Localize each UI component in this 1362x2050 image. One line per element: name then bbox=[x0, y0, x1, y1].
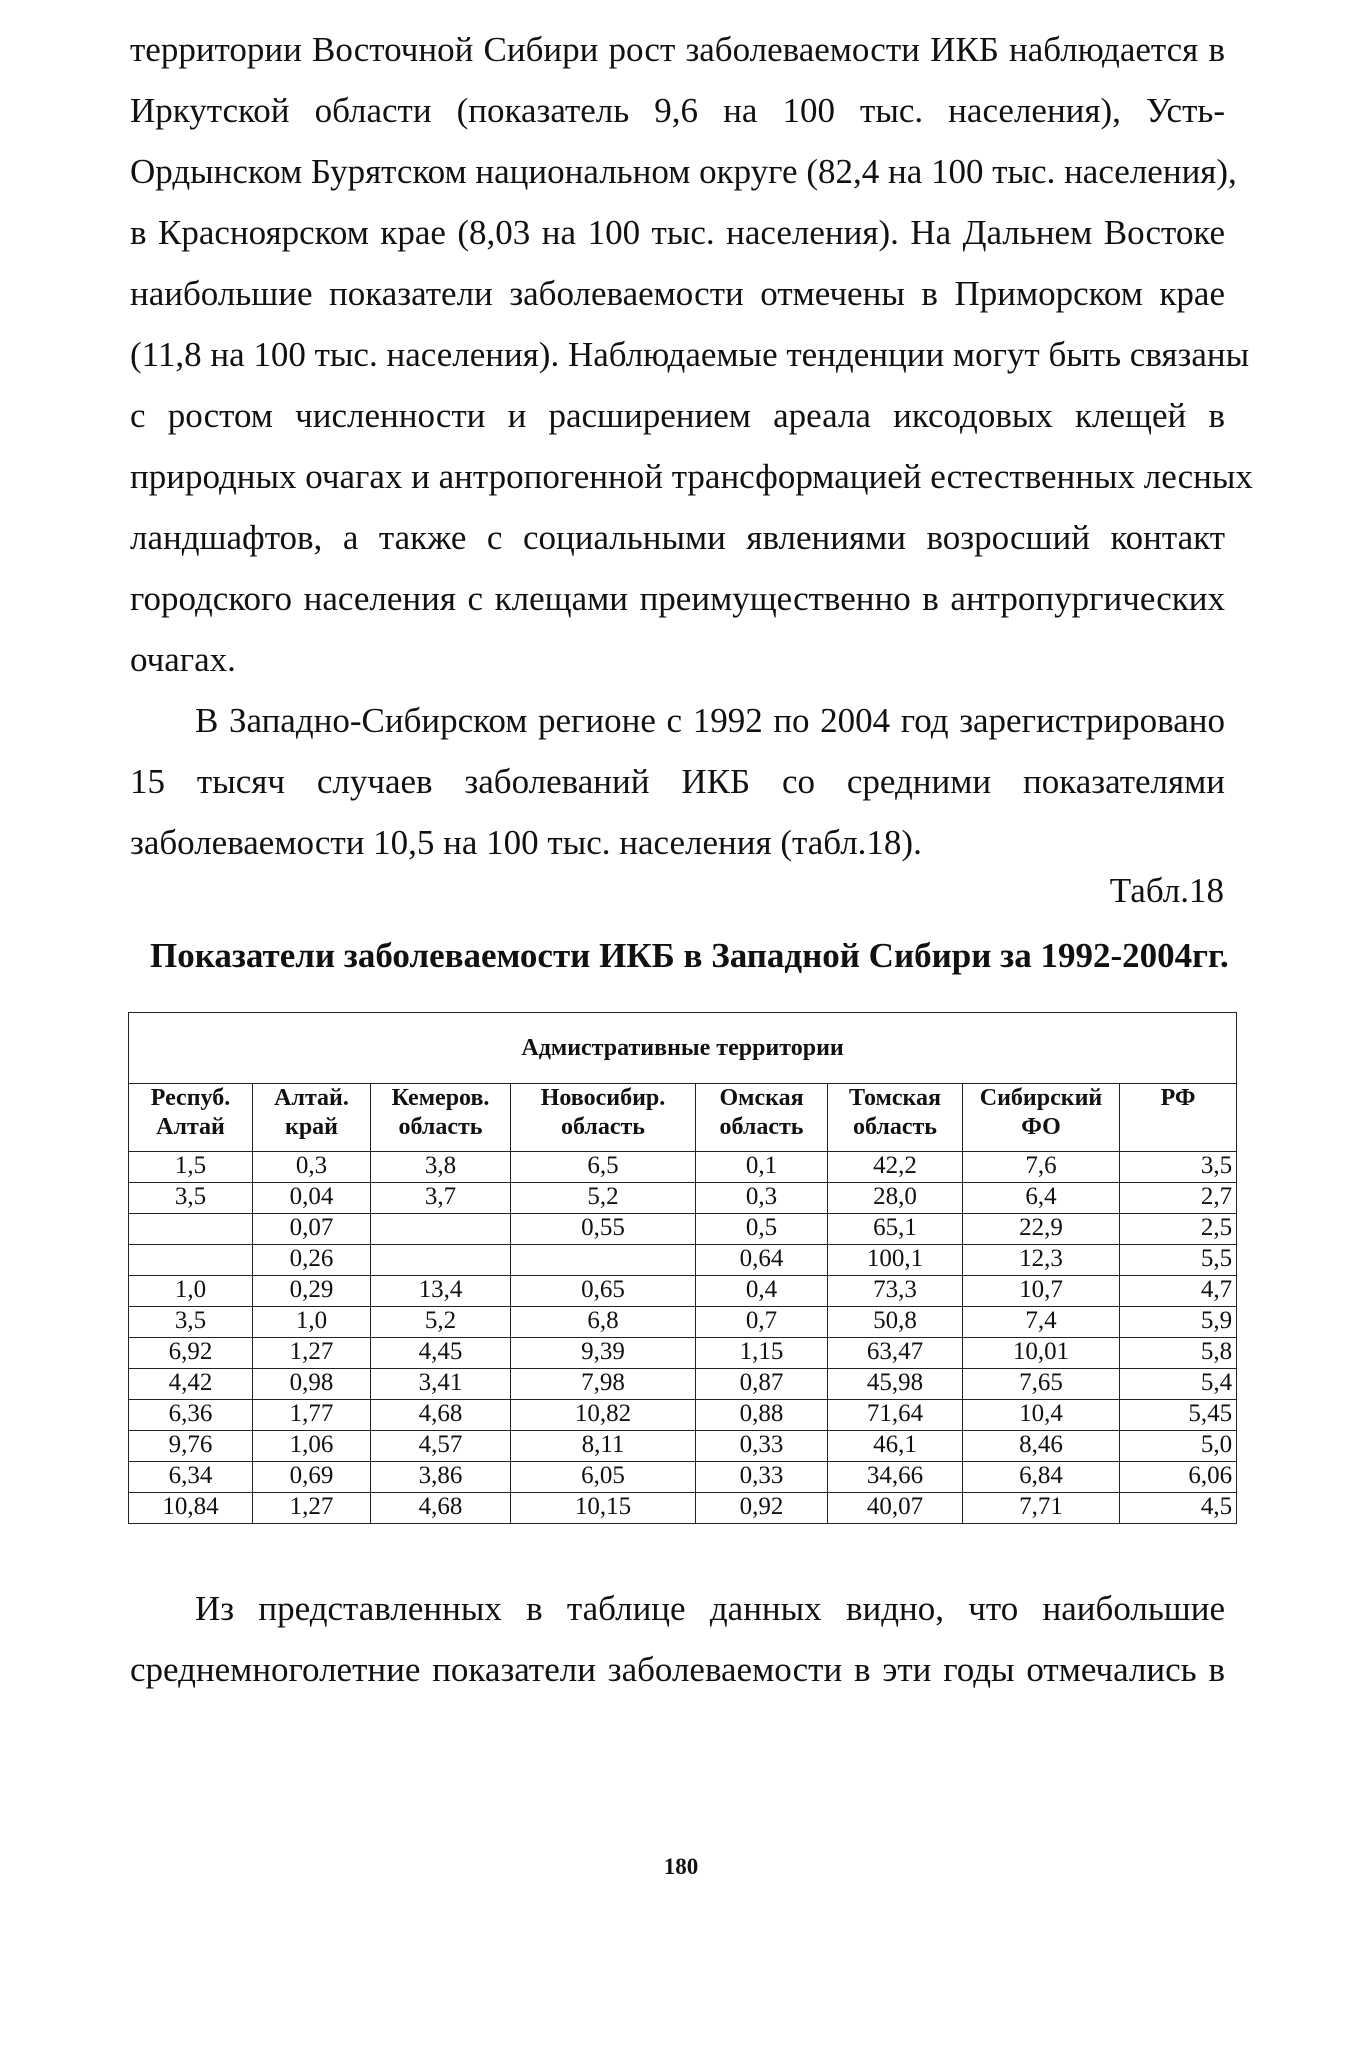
table-cell: 10,15 bbox=[511, 1493, 696, 1524]
text-line: заболеваемости 10,5 на 100 тыс. населения (табл.18). bbox=[130, 823, 922, 862]
table-cell: 8,46 bbox=[963, 1431, 1120, 1462]
table-cell: 5,9 bbox=[1120, 1307, 1237, 1338]
table-cell: 0,64 bbox=[696, 1245, 828, 1276]
text-line: 15 тысяч случаев заболеваний ИКБ со средними показателями bbox=[130, 762, 1225, 801]
table-cell: 1,15 bbox=[696, 1338, 828, 1369]
table-cell: 4,68 bbox=[371, 1400, 511, 1431]
table-row bbox=[129, 1462, 1237, 1493]
table-cell: 40,07 bbox=[828, 1493, 963, 1524]
table-cell: 3,7 bbox=[371, 1183, 511, 1214]
table-cell bbox=[371, 1245, 511, 1276]
table-cell: 50,8 bbox=[828, 1307, 963, 1338]
table-cell: 1,0 bbox=[129, 1276, 253, 1307]
table-cell: 4,7 bbox=[1120, 1276, 1237, 1307]
table-cell: 5,4 bbox=[1120, 1369, 1237, 1400]
table-cell: 1,0 bbox=[253, 1307, 371, 1338]
text-line: (11,8 на 100 тыс. населения). Наблюдаемые тенденции могут быть связаны bbox=[130, 335, 1250, 374]
table-cell: 0,65 bbox=[511, 1276, 696, 1307]
text-line: с ростом численности и расширением ареала иксодовых клещей в bbox=[130, 396, 1225, 435]
table-cell: 1,5 bbox=[129, 1152, 253, 1183]
table-row bbox=[129, 1276, 1237, 1307]
table-cell: 6,4 bbox=[963, 1183, 1120, 1214]
table-cell: 71,64 bbox=[828, 1400, 963, 1431]
table-group-header: Адмистративные территории bbox=[129, 1013, 1237, 1084]
column-header-line: Омская bbox=[719, 1085, 804, 1111]
column-header bbox=[129, 1084, 253, 1152]
table-cell: 4,57 bbox=[371, 1431, 511, 1462]
column-header-line: область bbox=[398, 1114, 483, 1140]
column-header bbox=[253, 1084, 371, 1152]
table-cell: 0,4 bbox=[696, 1276, 828, 1307]
table-cell: 3,5 bbox=[129, 1183, 253, 1214]
table-cell: 0,33 bbox=[696, 1431, 828, 1462]
table-cell: 12,3 bbox=[963, 1245, 1120, 1276]
column-header-line: Алтай bbox=[156, 1114, 225, 1140]
column-header bbox=[511, 1084, 696, 1152]
table-cell: 3,8 bbox=[371, 1152, 511, 1183]
incidence-table bbox=[128, 1012, 1237, 1524]
table-cell: 9,76 bbox=[129, 1431, 253, 1462]
table-cell: 6,8 bbox=[511, 1307, 696, 1338]
table-cell: 65,1 bbox=[828, 1214, 963, 1245]
column-header-line: Томская bbox=[849, 1085, 941, 1111]
table-cell: 9,39 bbox=[511, 1338, 696, 1369]
table-row bbox=[129, 1338, 1237, 1369]
table-cell: 0,3 bbox=[696, 1183, 828, 1214]
table-cell: 5,5 bbox=[1120, 1245, 1237, 1276]
table-cell: 7,71 bbox=[963, 1493, 1120, 1524]
text-line: очагах. bbox=[130, 640, 236, 679]
table-cell: 2,5 bbox=[1120, 1214, 1237, 1245]
page-number: 180 bbox=[663, 1854, 699, 1879]
table-title: Показатели заболеваемости ИКБ в Западной Сибири за 1992-2004гг. bbox=[150, 936, 1229, 975]
table-cell: 22,9 bbox=[963, 1214, 1120, 1245]
table-cell: 10,4 bbox=[963, 1400, 1120, 1431]
table-cell bbox=[129, 1245, 253, 1276]
table-cell: 0,5 bbox=[696, 1214, 828, 1245]
table-cell: 4,42 bbox=[129, 1369, 253, 1400]
table-cell: 5,2 bbox=[511, 1183, 696, 1214]
text-line: В Западно-Сибирском регионе с 1992 по 2004 год зарегистрировано bbox=[195, 701, 1225, 740]
table-cell: 73,3 bbox=[828, 1276, 963, 1307]
table-cell: 10,82 bbox=[511, 1400, 696, 1431]
table-row bbox=[129, 1214, 1237, 1245]
table-cell: 63,47 bbox=[828, 1338, 963, 1369]
table-cell: 5,45 bbox=[1120, 1400, 1237, 1431]
table-cell: 0,33 bbox=[696, 1462, 828, 1493]
table-cell: 3,41 bbox=[371, 1369, 511, 1400]
column-header-line: область bbox=[853, 1114, 937, 1140]
table-number-label: Табл.18 bbox=[1109, 871, 1224, 910]
table-cell: 0,26 bbox=[253, 1245, 371, 1276]
table-cell: 4,68 bbox=[371, 1493, 511, 1524]
table-cell: 3,5 bbox=[129, 1307, 253, 1338]
table-row bbox=[129, 1400, 1237, 1431]
column-header bbox=[828, 1084, 963, 1152]
table-cell: 0,88 bbox=[696, 1400, 828, 1431]
table-cell: 10,7 bbox=[963, 1276, 1120, 1307]
table-cell: 1,06 bbox=[253, 1431, 371, 1462]
column-header-line: Новосибир. bbox=[540, 1085, 666, 1111]
table-cell: 7,65 bbox=[963, 1369, 1120, 1400]
table-cell: 45,98 bbox=[828, 1369, 963, 1400]
table-row bbox=[129, 1152, 1237, 1183]
table-cell bbox=[511, 1245, 696, 1276]
column-header-line: Респуб. bbox=[150, 1085, 231, 1111]
table-cell: 6,34 bbox=[129, 1462, 253, 1493]
table-cell: 6,06 bbox=[1120, 1462, 1237, 1493]
table-cell: 8,11 bbox=[511, 1431, 696, 1462]
text-line: наибольшие показатели заболеваемости отмечены в Приморском крае bbox=[130, 274, 1225, 313]
column-header-line: Сибирский bbox=[979, 1085, 1103, 1111]
table-row bbox=[129, 1183, 1237, 1214]
column-header-line: область bbox=[561, 1114, 645, 1140]
table-cell: 1,27 bbox=[253, 1338, 371, 1369]
table-cell: 46,1 bbox=[828, 1431, 963, 1462]
table-cell: 6,5 bbox=[511, 1152, 696, 1183]
text-line: ландшафтов, а также с социальными явлениями возросший контакт bbox=[130, 518, 1225, 557]
table-cell bbox=[371, 1214, 511, 1245]
column-header bbox=[1120, 1084, 1237, 1152]
table-cell: 0,1 bbox=[696, 1152, 828, 1183]
table-cell: 10,01 bbox=[963, 1338, 1120, 1369]
table-cell: 0,7 bbox=[696, 1307, 828, 1338]
column-header-line: Кемеров. bbox=[391, 1085, 490, 1111]
table-cell: 28,0 bbox=[828, 1183, 963, 1214]
table-cell: 10,84 bbox=[129, 1493, 253, 1524]
table-cell: 6,84 bbox=[963, 1462, 1120, 1493]
table-cell: 3,86 bbox=[371, 1462, 511, 1493]
table-cell: 1,77 bbox=[253, 1400, 371, 1431]
table-cell: 7,4 bbox=[963, 1307, 1120, 1338]
table-column-headers bbox=[129, 1084, 1237, 1152]
table-row bbox=[129, 1245, 1237, 1276]
table-cell: 4,45 bbox=[371, 1338, 511, 1369]
table-cell: 0,69 bbox=[253, 1462, 371, 1493]
table-cell: 7,6 bbox=[963, 1152, 1120, 1183]
table-cell: 0,55 bbox=[511, 1214, 696, 1245]
table-cell: 100,1 bbox=[828, 1245, 963, 1276]
column-header-line: край bbox=[284, 1114, 338, 1140]
table-cell: 2,7 bbox=[1120, 1183, 1237, 1214]
text-line: городского населения с клещами преимущественно в антропургических bbox=[130, 579, 1225, 618]
table-row bbox=[129, 1493, 1237, 1524]
column-header-line: область bbox=[719, 1114, 804, 1140]
table-row bbox=[129, 1369, 1237, 1400]
column-header bbox=[371, 1084, 511, 1152]
text-line: Из представленных в таблице данных видно, что наибольшие bbox=[195, 1589, 1225, 1628]
table-cell: 1,27 bbox=[253, 1493, 371, 1524]
column-header bbox=[963, 1084, 1120, 1152]
table-cell: 13,4 bbox=[371, 1276, 511, 1307]
column-header-line: ФО bbox=[1021, 1114, 1061, 1140]
table-cell: 0,07 bbox=[253, 1214, 371, 1245]
table-cell: 5,2 bbox=[371, 1307, 511, 1338]
table-cell: 5,8 bbox=[1120, 1338, 1237, 1369]
table-row bbox=[129, 1307, 1237, 1338]
column-header-line: РФ bbox=[1160, 1085, 1196, 1111]
table-row bbox=[129, 1431, 1237, 1462]
table-cell: 34,66 bbox=[828, 1462, 963, 1493]
text-line: природных очагах и антропогенной трансформацией естественных лесных bbox=[130, 457, 1253, 496]
text-line: Ордынском Бурятском национальном округе (82,4 на 100 тыс. населения), bbox=[130, 152, 1237, 191]
table-cell: 6,92 bbox=[129, 1338, 253, 1369]
text-line: среднемноголетние показатели заболеваемости в эти годы отмечались в bbox=[130, 1650, 1225, 1689]
text-line: территории Восточной Сибири рост заболеваемости ИКБ наблюдается в bbox=[130, 30, 1225, 69]
table-cell bbox=[129, 1214, 253, 1245]
table-cell: 0,92 bbox=[696, 1493, 828, 1524]
table-cell: 3,5 bbox=[1120, 1152, 1237, 1183]
table-cell: 0,98 bbox=[253, 1369, 371, 1400]
text-line: Иркутской области (показатель 9,6 на 100 тыс. населения), Усть- bbox=[130, 91, 1225, 130]
table-cell: 0,87 bbox=[696, 1369, 828, 1400]
table-cell: 6,36 bbox=[129, 1400, 253, 1431]
table-cell: 4,5 bbox=[1120, 1493, 1237, 1524]
table-cell: 6,05 bbox=[511, 1462, 696, 1493]
column-header-line: Алтай. bbox=[274, 1085, 349, 1111]
table-cell: 0,3 bbox=[253, 1152, 371, 1183]
table-cell: 0,04 bbox=[253, 1183, 371, 1214]
table-cell: 0,29 bbox=[253, 1276, 371, 1307]
column-header bbox=[696, 1084, 828, 1152]
table-body bbox=[129, 1152, 1237, 1524]
table-cell: 42,2 bbox=[828, 1152, 963, 1183]
table-cell: 7,98 bbox=[511, 1369, 696, 1400]
table-cell: 5,0 bbox=[1120, 1431, 1237, 1462]
text-line: в Красноярском крае (8,03 на 100 тыс. населения). На Дальнем Востоке bbox=[130, 213, 1225, 252]
